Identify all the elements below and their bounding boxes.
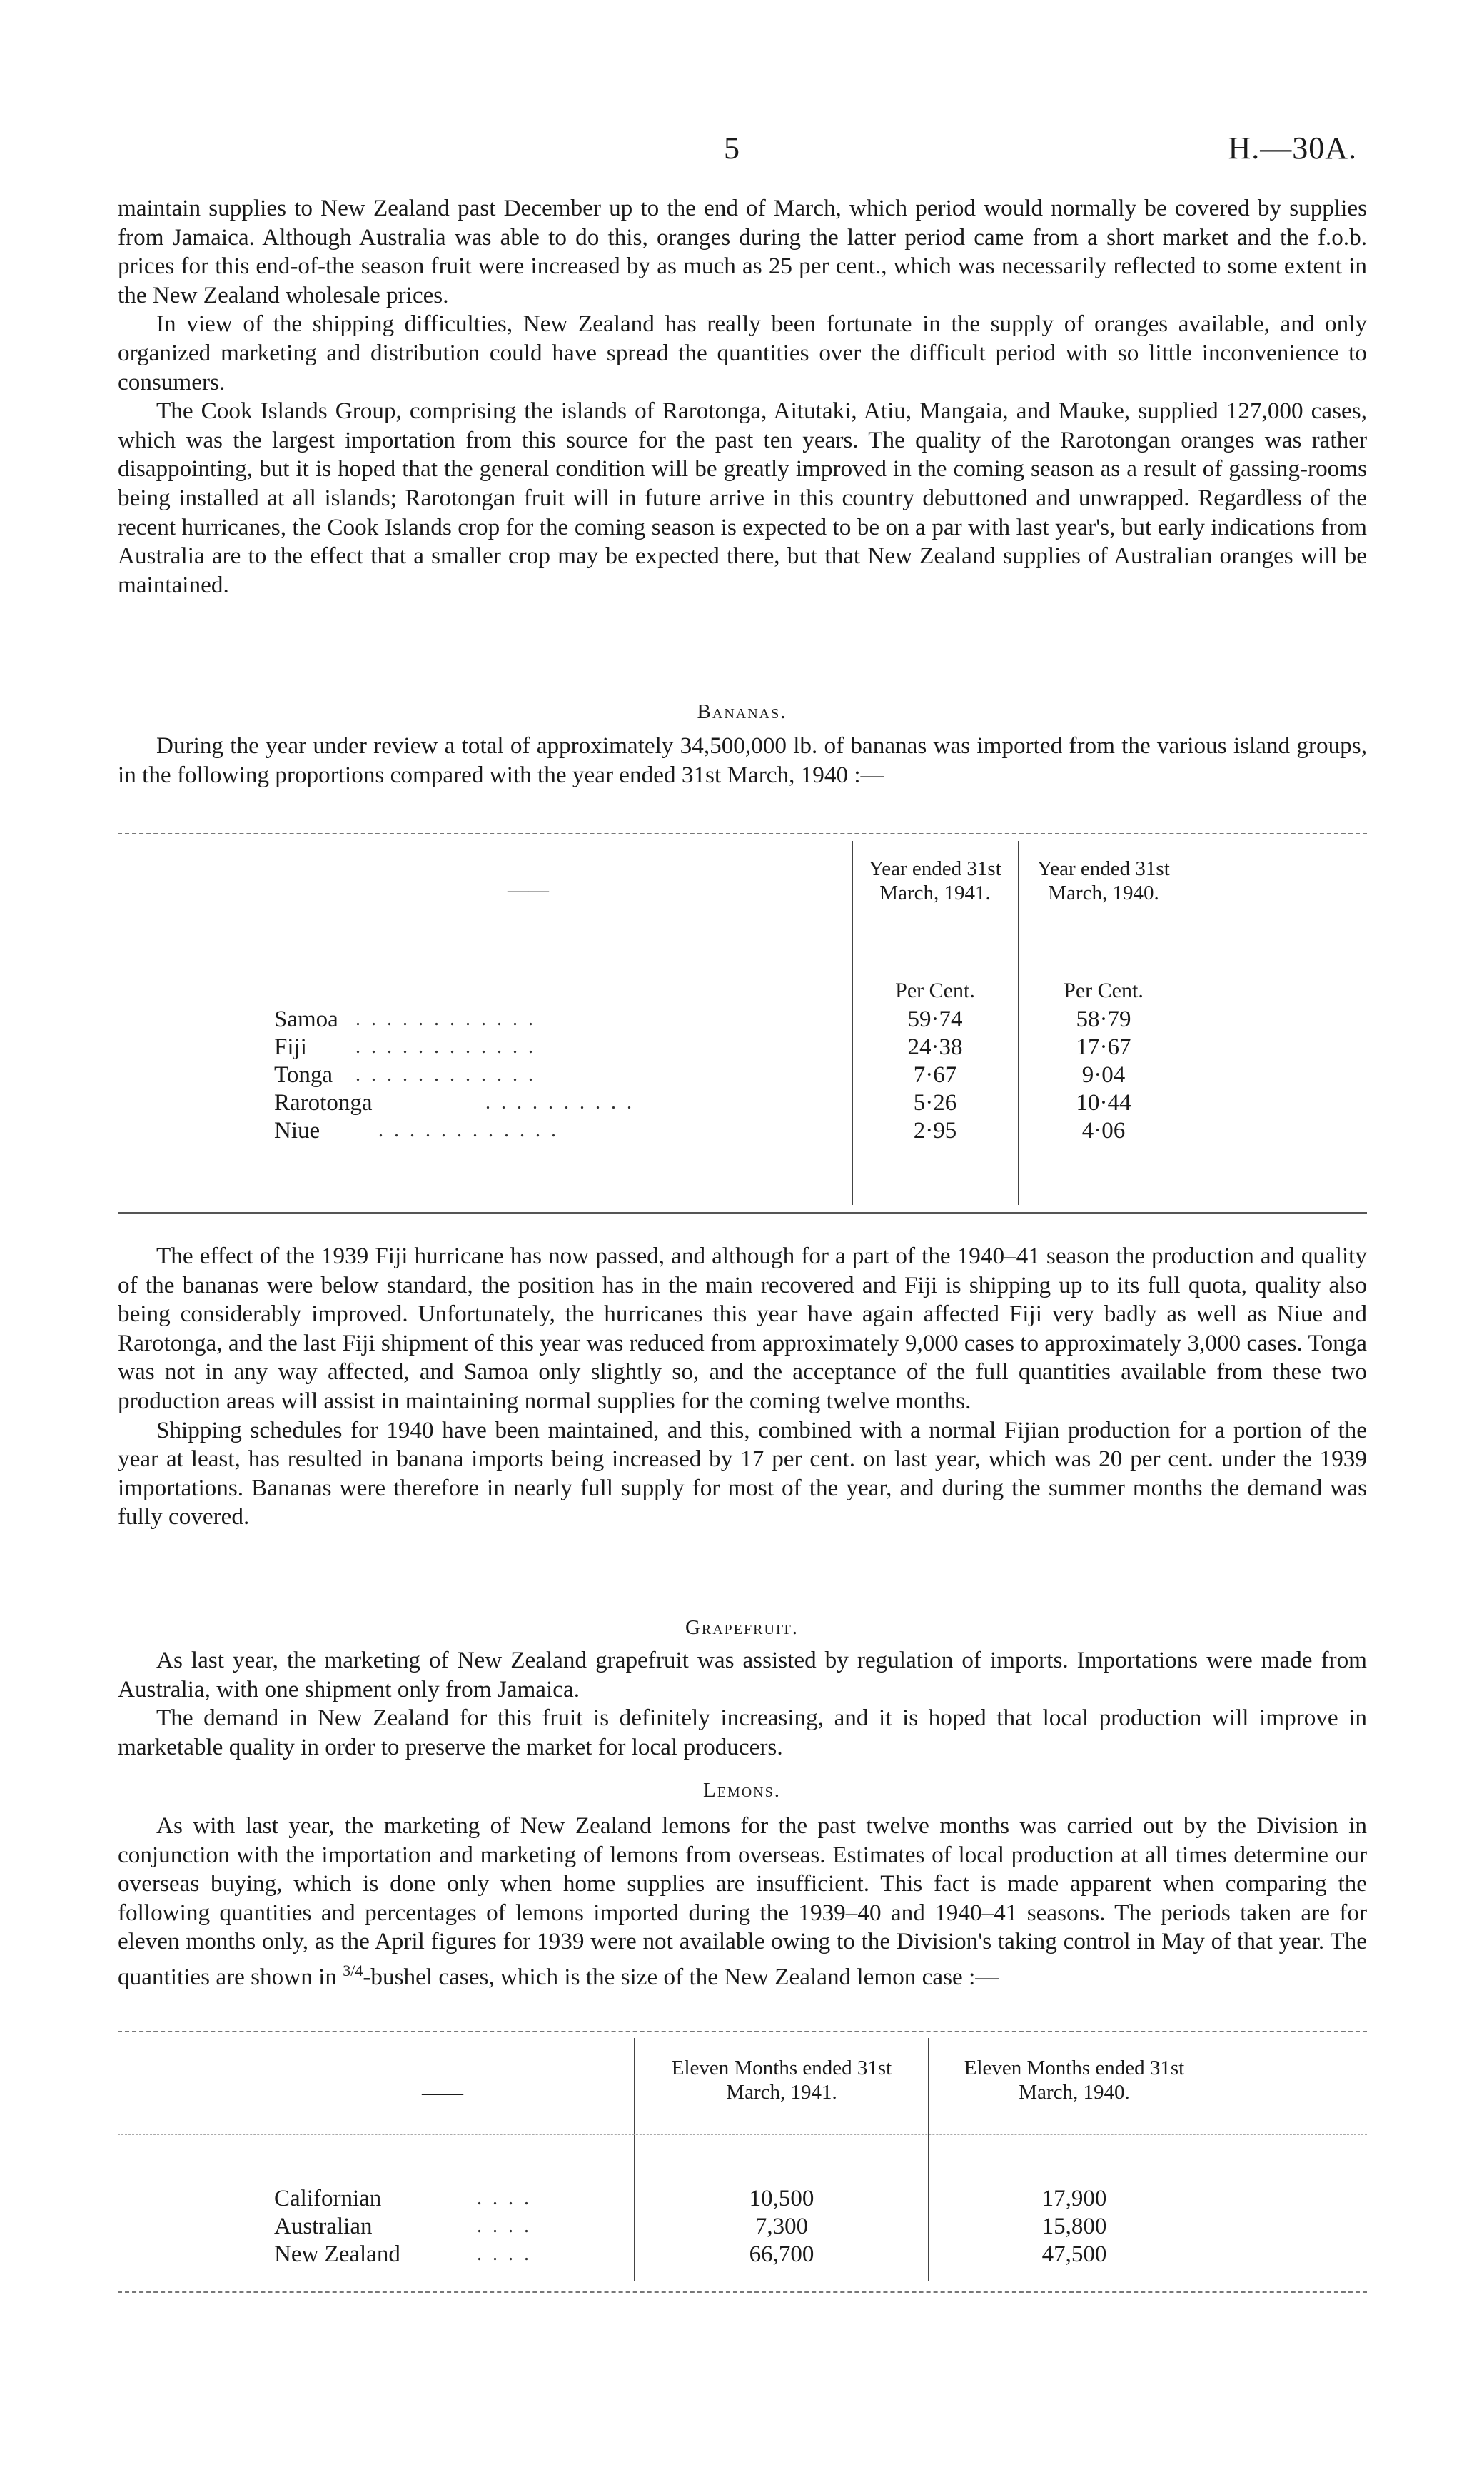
value-1940: 4·06 bbox=[1081, 1118, 1126, 1144]
document-reference: H.—30A. bbox=[1228, 131, 1357, 166]
paragraph: As last year, the marketing of New Zealand grapefruit was assisted by regulation of imports. Importations were made from Australia, with one shipment only from Jamaica. bbox=[118, 1647, 1367, 1702]
bananas-discussion bbox=[118, 1242, 1367, 1532]
paragraph: In view of the shipping difficulties, New Zealand has really been fortunate in the supply of oranges available, and only organized marketing and distribution could have spread the quantities over the difficult period with so little inconvenience to consumers. bbox=[118, 311, 1367, 395]
table-bottom-rule bbox=[118, 1212, 1367, 1214]
row-label: Niue bbox=[274, 1118, 320, 1144]
row-label: Rarotonga bbox=[274, 1090, 373, 1116]
value-1940: 58·79 bbox=[1076, 1007, 1131, 1032]
intro-text: As with last year, the marketing of New Zealand lemons for the past twelve months was carried out by the Division in conjunction with the importation and marketing of lemons from overseas. Estimates of local production at all times determine our overseas buying, which is done only when home supplies are insufficient. This fact is made apparent when comparing the following quantities and percentages of lemons imported during the 1939–40 and 1940–41 seasons. The periods taken are for eleven months only, as the April figures for 1939 were not available owing to the Division's taking control in May of that year. The quantities are shown in bbox=[118, 1812, 1367, 1991]
value-1941: 5·26 bbox=[913, 1090, 957, 1116]
lemons-heading: Lemons. bbox=[703, 1779, 781, 1802]
value-1941: 7,300 bbox=[754, 2214, 809, 2239]
leader-dots: . . . . bbox=[477, 2187, 532, 2209]
page-number: 5 bbox=[724, 131, 740, 166]
column-divider bbox=[928, 2038, 929, 2281]
leader-dots: . . . . . . . . . . . . bbox=[355, 1036, 536, 1058]
col-header-1940: Eleven Months ended 31st March, 1940. bbox=[964, 2057, 1185, 2104]
blank-header: —— bbox=[422, 2082, 463, 2104]
leader-dots: . . . . . . . . . . . . bbox=[378, 1119, 559, 1141]
table-top-rule bbox=[118, 2031, 1367, 2032]
value-1941: 2·95 bbox=[913, 1118, 957, 1144]
row-label: Tonga bbox=[274, 1062, 333, 1088]
paragraph: The demand in New Zealand for this fruit is definitely increasing, and it is hoped that local production will improve in marketable quality in order to preserve the market for local producers. bbox=[118, 1705, 1367, 1760]
leader-dots: . . . . . . . . . . . . bbox=[355, 1064, 536, 1086]
grapefruit-text bbox=[118, 1646, 1367, 1762]
bananas-intro bbox=[118, 732, 1367, 790]
blank-header: —— bbox=[508, 879, 549, 902]
lemons-intro bbox=[118, 1812, 1367, 1992]
row-label: New Zealand bbox=[274, 2241, 400, 2267]
column-divider bbox=[1018, 841, 1019, 1205]
paragraph: maintain supplies to New Zealand past December up to the end of March, which period would normally be covered by supplies from Jamaica. Although Australia was able to do this, oranges during the latter period came from a short market and the f.o.b. prices for this end-of-the season fruit were increased by as much as 25 per cent., which was necessarily reflected to some extent in the New Zealand wholesale prices. bbox=[118, 195, 1367, 308]
column-divider bbox=[634, 2038, 635, 2281]
row-label: Samoa bbox=[274, 1007, 338, 1032]
leader-dots: . . . . bbox=[477, 2243, 532, 2265]
value-1940: 17·67 bbox=[1076, 1034, 1131, 1060]
value-1940: 9·04 bbox=[1081, 1062, 1126, 1088]
row-label: Fiji bbox=[274, 1034, 307, 1060]
leader-dots: . . . . . . . . . . . . bbox=[355, 1008, 536, 1030]
paragraph: The Cook Islands Group, comprising the islands of Rarotonga, Aitutaki, Atiu, Mangaia, and Mauke, supplied 127,000 cases, which was the largest importation from this source for the past ten years. The quality of the Rarotongan oranges was rather disappointing, but it is hoped that the general condition will be greatly improved in the coming season as a result of gassing-rooms being installed at all islands; Rarotongan fruit will in future arrive in this country debuttoned and unwrapped. Regardless of the recent hurricanes, the Cook Islands crop for the coming season is expected to be on a par with last year's, but early indications from Australia are to the effect that a smaller crop may be expected there, but that New Zealand supplies of Australian oranges will be maintained. bbox=[118, 398, 1367, 598]
leader-dots: . . . . bbox=[477, 2215, 532, 2237]
value-1940: 47,500 bbox=[1041, 2241, 1107, 2267]
value-1940: 15,800 bbox=[1041, 2214, 1107, 2239]
table-bottom-rule bbox=[118, 2291, 1367, 2293]
paragraph: During the year under review a total of approximately 34,500,000 lb. of bananas was imported from the various island groups, in the following proportions compared with the year ended 31st March, 1940 :— bbox=[118, 732, 1367, 788]
leader-dots: . . . . . . . . . . bbox=[485, 1091, 635, 1114]
col-header-1941: Year ended 31st March, 1941. bbox=[869, 857, 1001, 904]
header-rule bbox=[118, 2134, 1367, 2135]
fraction: 3/4 bbox=[343, 1961, 363, 1979]
row-label: Californian bbox=[274, 2186, 382, 2211]
value-1941: 10,500 bbox=[749, 2186, 814, 2211]
grapefruit-heading: Grapefruit. bbox=[685, 1616, 799, 1639]
unit-1941: Per Cent. bbox=[895, 979, 975, 1002]
table-top-rule bbox=[118, 833, 1367, 834]
value-1940: 17,900 bbox=[1041, 2186, 1107, 2211]
value-1941: 66,700 bbox=[749, 2241, 814, 2267]
paragraph: Shipping schedules for 1940 have been maintained, and this, combined with a normal Fijian production for a portion of the year at least, has resulted in banana imports being increased by 17 per cent. on last year, which was 20 per cent. under the 1939 importations. Bananas were therefore in nearly full supply for most of the year, and during the summer months the demand was fully covered. bbox=[118, 1416, 1367, 1530]
column-divider bbox=[852, 841, 853, 1205]
paragraph: The effect of the 1939 Fiji hurricane has now passed, and although for a part of the 1940–41 season the production and quality of the bananas were below standard, the position has in the main recovered and Fiji is shipping up to its full quota, quality also being considerably improved. Unfortunately, the hurricanes this year have again affected Fiji very badly as well as Niue and Rarotonga, and the last Fiji shipment of this year was reduced from approximately 9,000 cases to approximately 3,000 cases. Tonga was not in any way affected, and Samoa only slightly so, and the acceptance of the full quantities available from these two production areas will assist in maintaining normal supplies for the coming twelve months. bbox=[118, 1243, 1367, 1414]
intro-text-end: -bushel cases, which is the size of the New Zealand lemon case :— bbox=[363, 1964, 999, 1991]
bananas-heading: Bananas. bbox=[697, 700, 787, 723]
value-1940: 10·44 bbox=[1076, 1090, 1131, 1116]
paragraph bbox=[118, 1812, 1367, 1992]
oranges-section-text bbox=[118, 194, 1367, 600]
value-1941: 7·67 bbox=[913, 1062, 957, 1088]
unit-1940: Per Cent. bbox=[1064, 979, 1144, 1002]
value-1941: 59·74 bbox=[907, 1007, 963, 1032]
col-header-1940: Year ended 31st March, 1940. bbox=[1037, 857, 1170, 904]
col-header-1941: Eleven Months ended 31st March, 1941. bbox=[671, 2057, 892, 2104]
row-label: Australian bbox=[274, 2214, 373, 2239]
value-1941: 24·38 bbox=[907, 1034, 963, 1060]
